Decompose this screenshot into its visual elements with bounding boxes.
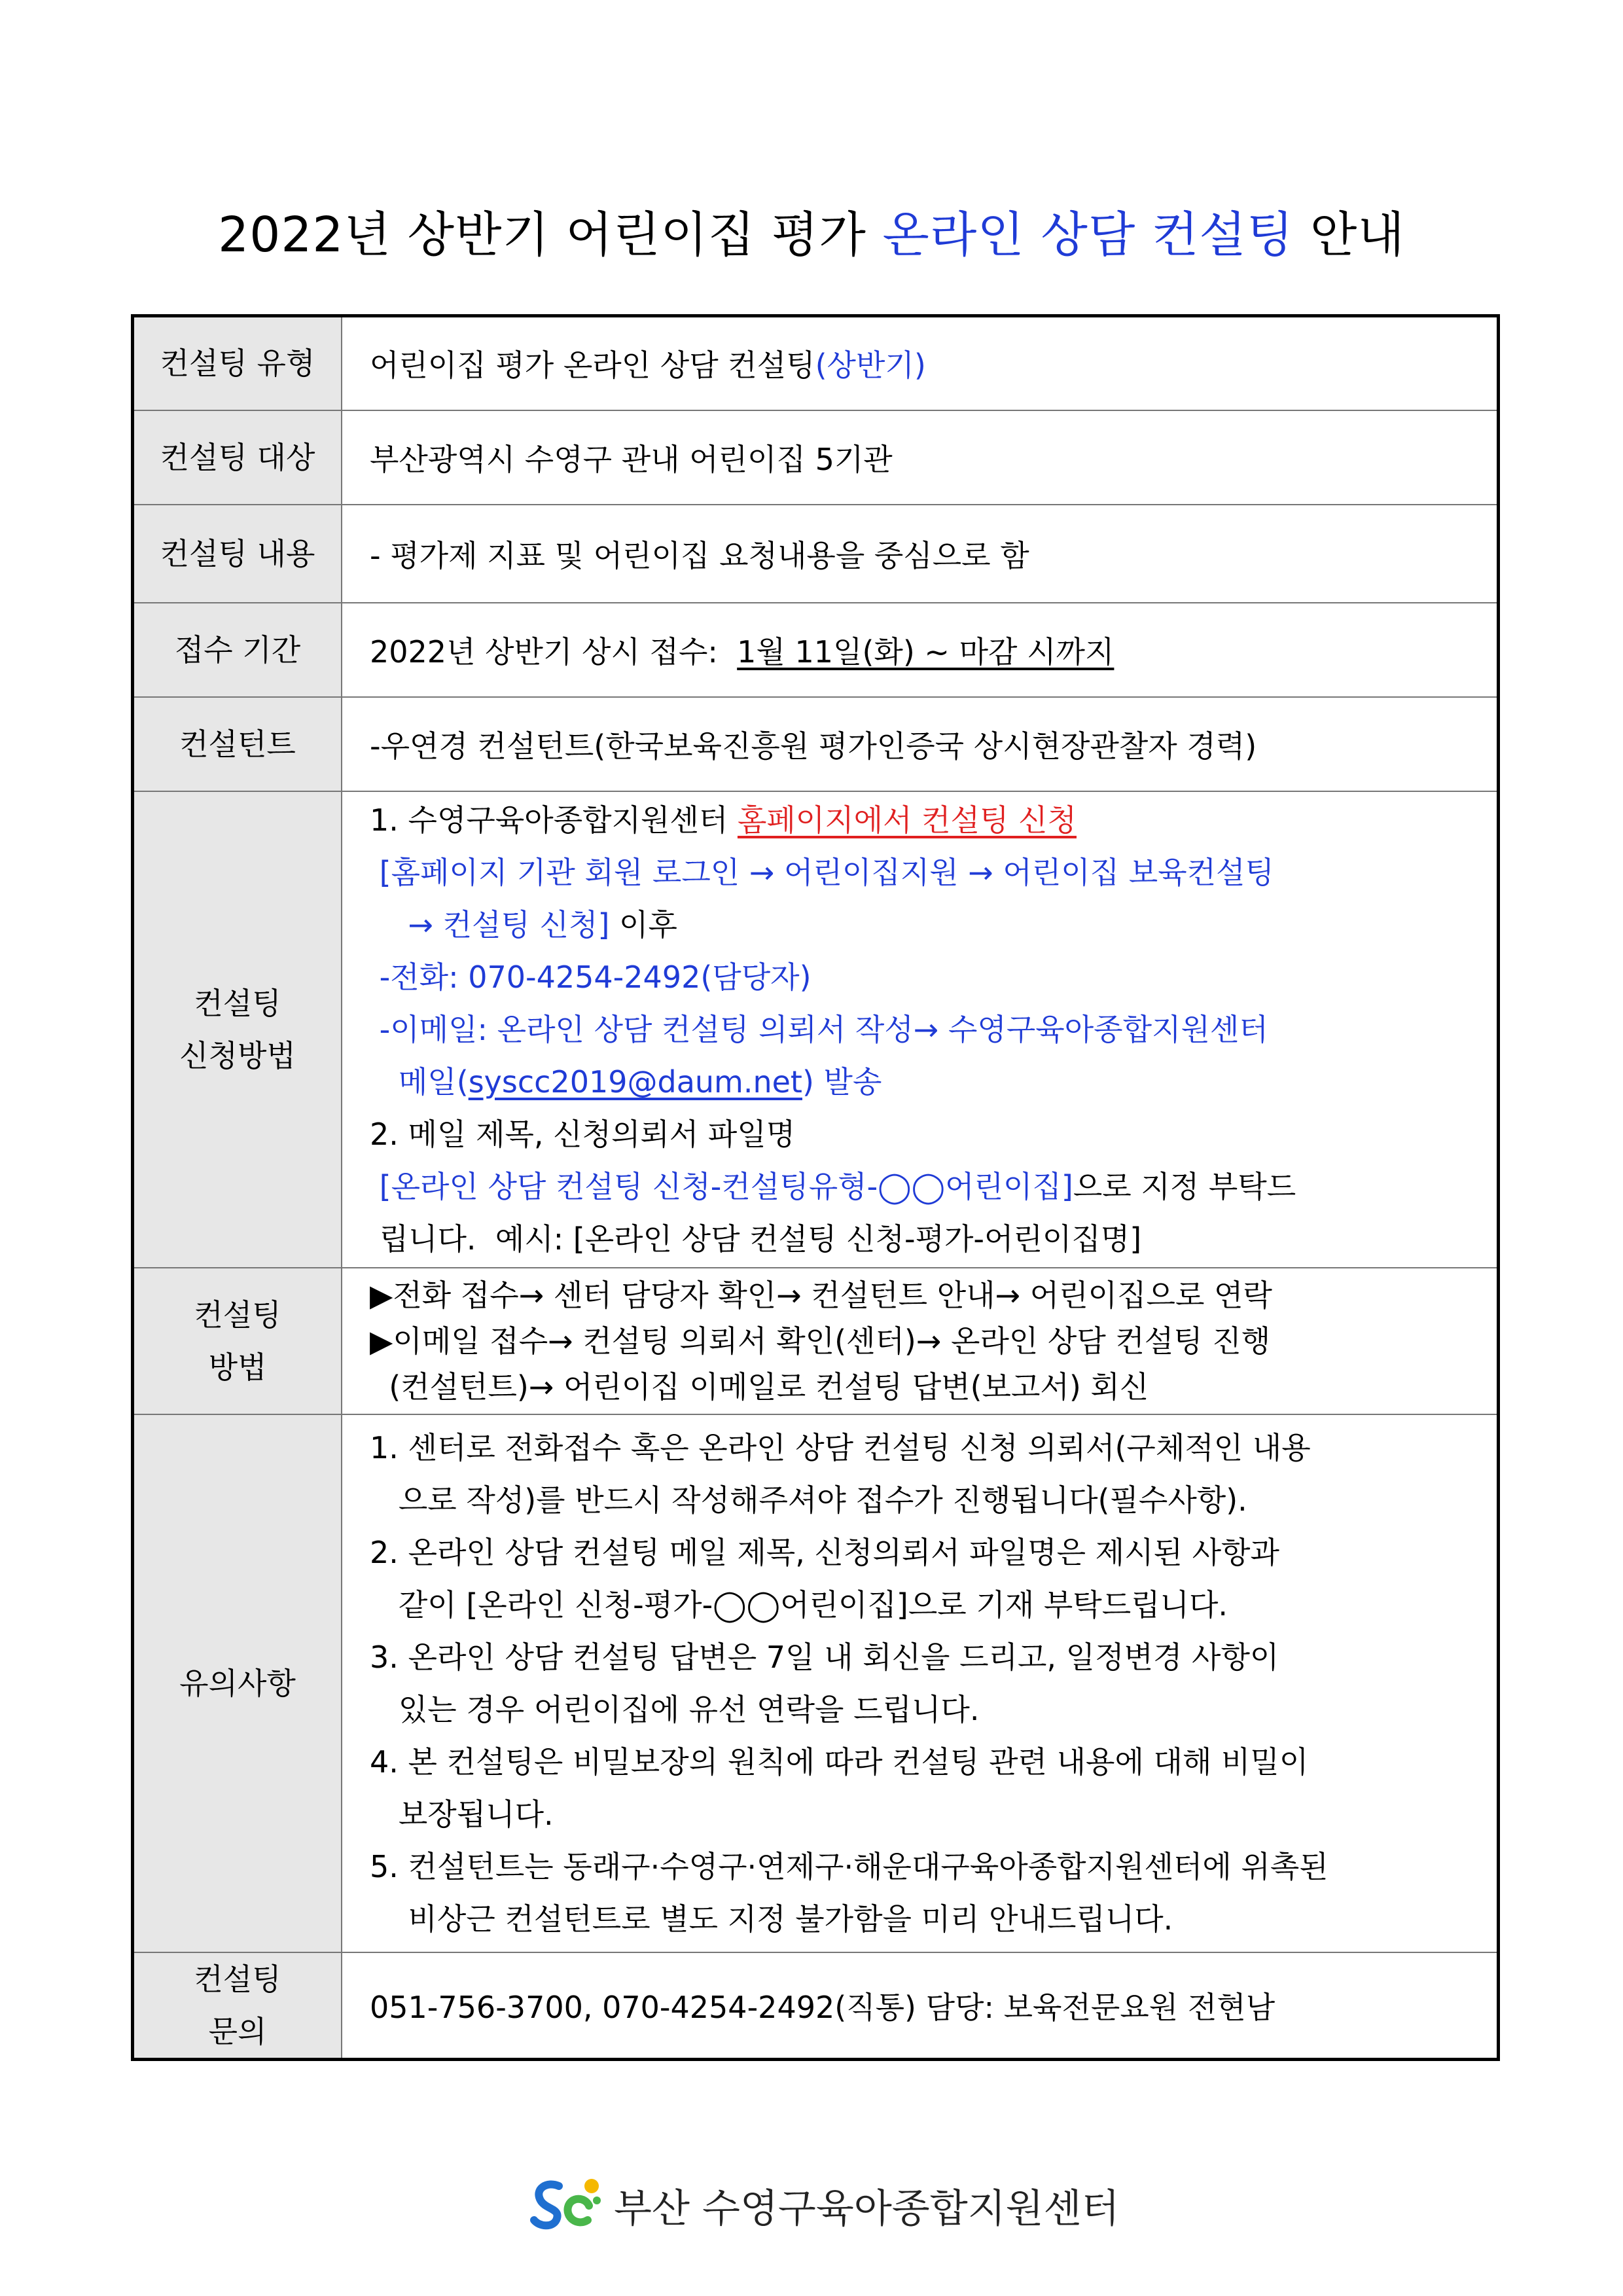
email-link[interactable]: syscc2019@daum.net bbox=[468, 1064, 802, 1100]
footer bbox=[529, 2173, 1120, 2238]
title-part-3: 안내 bbox=[1294, 207, 1405, 263]
value-consultant: -우연경 컨설턴트(한국보육진흥원 평가인증국 상시현장관찰자 경력) bbox=[342, 697, 1499, 791]
label-contact-line1: 컨설팅 bbox=[194, 1961, 281, 1997]
label-method bbox=[133, 1268, 342, 1414]
info-table bbox=[131, 314, 1500, 2061]
note-line-1: 1. 센터로 전화접수 혹은 온라인 상담 컨설팅 신청 의뢰서(구체적인 내용 bbox=[370, 1429, 1311, 1465]
label-apply-line2: 신청방법 bbox=[179, 1037, 296, 1073]
label-method-line1: 컨설팅 bbox=[194, 1297, 281, 1333]
page-title bbox=[0, 196, 1623, 266]
note-line-7: 4. 본 컨설팅은 비밀보장의 원칙에 따라 컨설팅 관련 내용에 대해 비밀이 bbox=[370, 1744, 1309, 1780]
label-method-line2: 방법 bbox=[208, 1349, 267, 1385]
row-content bbox=[133, 505, 1499, 603]
label-period: 접수 기간 bbox=[133, 603, 342, 697]
row-apply bbox=[133, 791, 1499, 1268]
row-method bbox=[133, 1268, 1499, 1414]
value-period-dates: 1월 11일(화) ~ 마감 시까지 bbox=[737, 634, 1115, 670]
row-notes bbox=[133, 1414, 1499, 1952]
value-period bbox=[342, 603, 1499, 697]
apply-line-phone: -전화: 070-4254-2492(담당자) bbox=[370, 959, 812, 995]
value-type-text: 어린이집 평가 온라인 상담 컨설팅 bbox=[370, 348, 815, 384]
value-contact: 051-756-3700, 070-4254-2492(직통) 담당: 보육전문요원 전현남 bbox=[342, 1952, 1499, 2060]
apply-line-9: 립니다. 예시: [온라인 상담 컨설팅 신청-평가-어린이집명] bbox=[370, 1221, 1142, 1257]
value-type-highlight: (상반기) bbox=[815, 348, 926, 384]
row-contact bbox=[133, 1952, 1499, 2060]
label-consultant: 컨설턴트 bbox=[133, 697, 342, 791]
note-line-2: 으로 작성)를 반드시 작성해주셔야 접수가 진행됩니다(필수사항). bbox=[370, 1482, 1247, 1518]
label-content: 컨설팅 내용 bbox=[133, 505, 342, 603]
note-line-5: 3. 온라인 상담 컨설팅 답변은 7일 내 회신을 드리고, 일정변경 사항이 bbox=[370, 1639, 1279, 1675]
label-apply bbox=[133, 791, 342, 1268]
note-line-8: 보장됩니다. bbox=[370, 1796, 554, 1832]
note-line-10: 비상근 컨설턴트로 별도 지정 불가함을 미리 안내드립니다. bbox=[370, 1901, 1173, 1937]
title-highlight: 온라인 상담 컨설팅 bbox=[882, 207, 1294, 263]
label-apply-line1: 컨설팅 bbox=[194, 985, 281, 1021]
value-type bbox=[342, 316, 1499, 410]
homepage-apply-link[interactable]: 홈페이지에서 컨설팅 신청 bbox=[737, 802, 1077, 838]
apply-line-3: → 컨설팅 신청] 이후 bbox=[370, 906, 677, 942]
value-content: - 평가제 지표 및 어린이집 요청내용을 중심으로 함 bbox=[342, 505, 1499, 603]
value-method bbox=[342, 1268, 1499, 1414]
note-line-4: 같이 [온라인 신청-평가-◯◯어린이집]으로 기재 부탁드립니다. bbox=[370, 1587, 1228, 1623]
note-line-9: 5. 컨설턴트는 동래구·수영구·연제구·해운대구육아종합지원센터에 위촉된 bbox=[370, 1848, 1329, 1884]
apply-line-8: [온라인 상담 컨설팅 신청-컨설팅유형-◯◯어린이집]으로 지정 부탁드 bbox=[370, 1168, 1296, 1204]
center-name: 부산 수영구육아종합지원센터 bbox=[614, 2186, 1120, 2232]
value-target: 부산광역시 수영구 관내 어린이집 5기관 bbox=[342, 410, 1499, 505]
label-contact-line2: 문의 bbox=[208, 2013, 267, 2049]
label-target: 컨설팅 대상 bbox=[133, 410, 342, 505]
label-notes: 유의사항 bbox=[133, 1414, 342, 1952]
note-line-3: 2. 온라인 상담 컨설팅 메일 제목, 신청의뢰서 파일명은 제시된 사항과 bbox=[370, 1534, 1279, 1570]
title-part-1: 2022년 상반기 어린이집 평가 bbox=[218, 207, 883, 263]
method-line-1: ▶전화 접수→ 센터 담당자 확인→ 컨설턴트 안내→ 어린이집으로 연락 bbox=[370, 1277, 1272, 1313]
row-period bbox=[133, 603, 1499, 697]
value-period-text: 2022년 상반기 상시 접수: bbox=[370, 634, 738, 670]
apply-line-2: [홈페이지 기관 회원 로그인 → 어린이집지원 → 어린이집 보육컨설팅 bbox=[370, 854, 1274, 890]
method-line-3: (컨설턴트)→ 어린이집 이메일로 컨설팅 답변(보고서) 회신 bbox=[370, 1369, 1149, 1405]
apply-line-1: 1. 수영구육아종합지원센터 홈페이지에서 컨설팅 신청 bbox=[370, 802, 1077, 838]
row-type bbox=[133, 316, 1499, 410]
note-line-6: 있는 경우 어린이집에 유선 연락을 드립니다. bbox=[370, 1691, 980, 1727]
method-line-2: ▶이메일 접수→ 컨설팅 의뢰서 확인(센터)→ 온라인 상담 컨설팅 진행 bbox=[370, 1323, 1271, 1359]
value-apply bbox=[342, 791, 1499, 1268]
label-type: 컨설팅 유형 bbox=[133, 316, 342, 410]
apply-line-email: -이메일: 온라인 상담 컨설팅 의뢰서 작성→ 수영구육아종합지원센터 bbox=[370, 1011, 1268, 1047]
label-contact bbox=[133, 1952, 342, 2060]
row-consultant bbox=[133, 697, 1499, 791]
apply-line-mail: 메일(syscc2019@daum.net) 발송 bbox=[370, 1064, 882, 1100]
value-notes bbox=[342, 1414, 1499, 1952]
apply-line-7: 2. 메일 제목, 신청의뢰서 파일명 bbox=[370, 1116, 796, 1152]
row-target bbox=[133, 410, 1499, 505]
center-logo-icon bbox=[529, 2174, 602, 2237]
